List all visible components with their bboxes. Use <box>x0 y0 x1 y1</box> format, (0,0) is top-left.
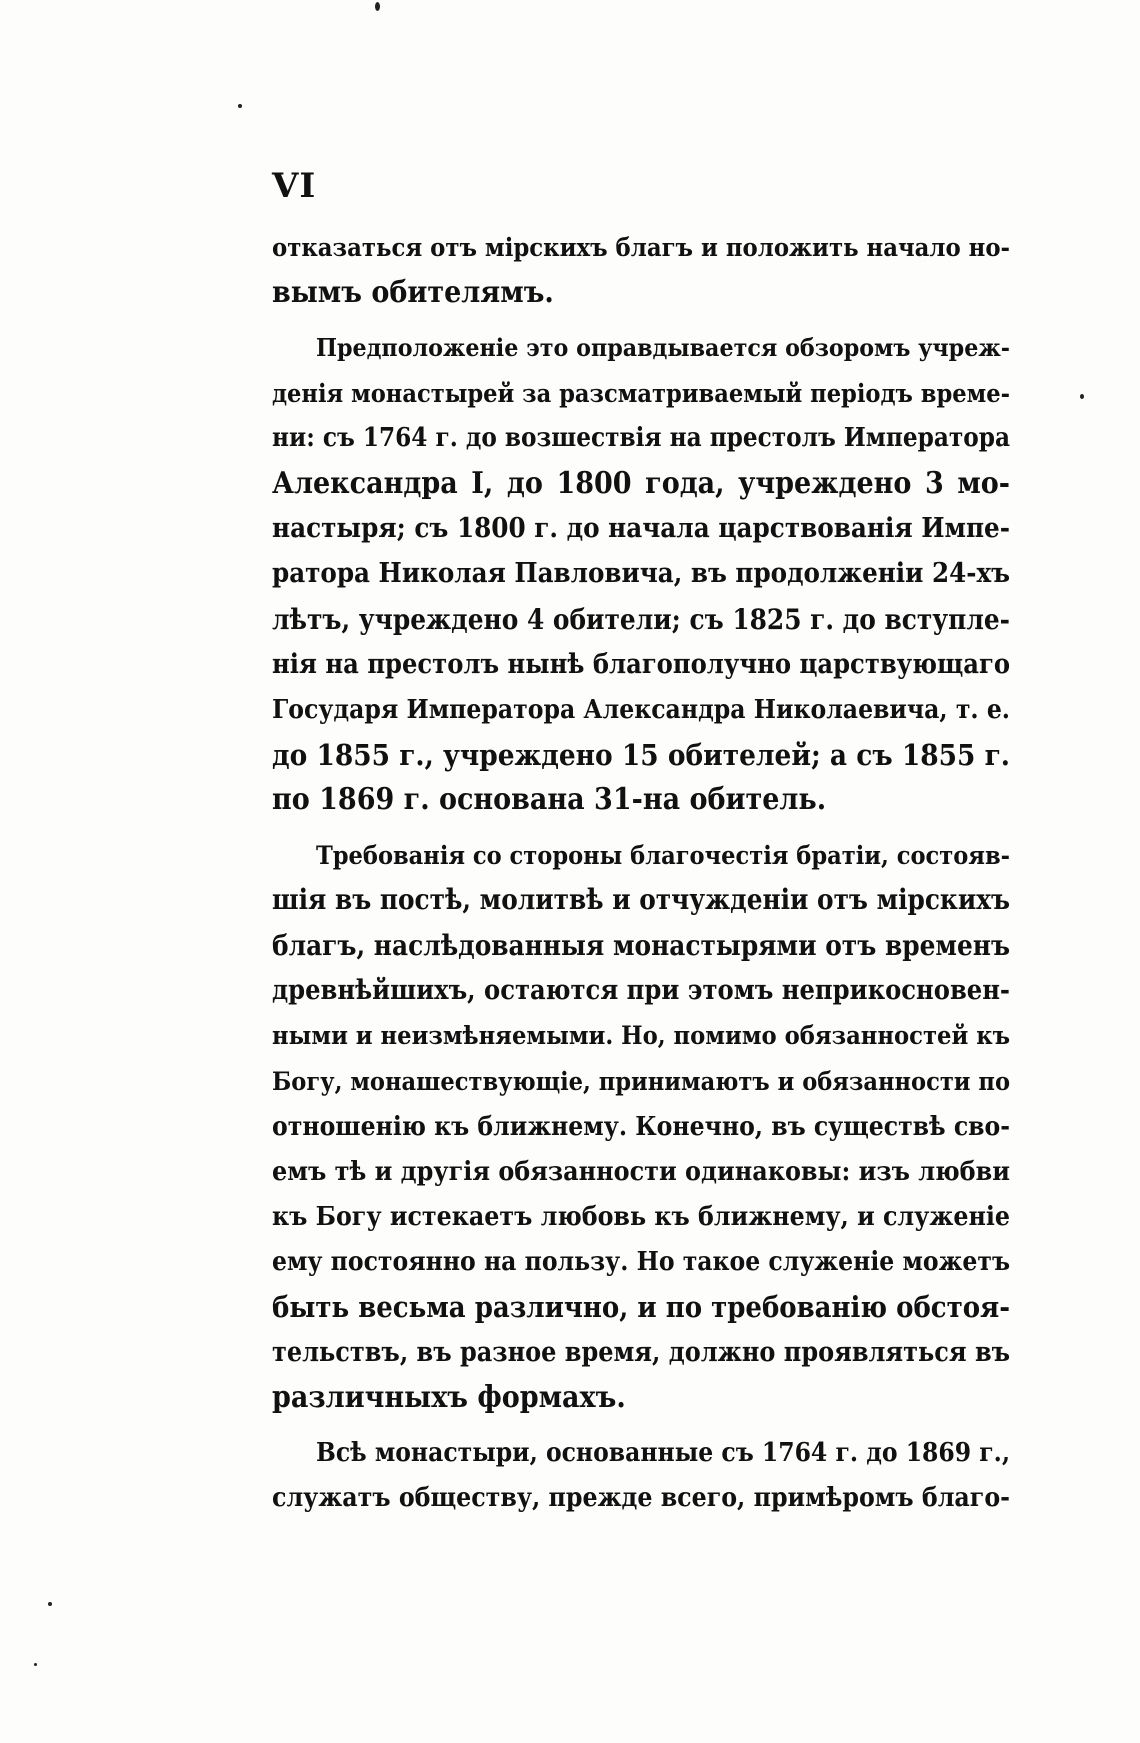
text-line: ни: съ 1764 г. до возшествія на престолъ Императора <box>272 422 1010 453</box>
text-line: Государя Императора Александра Николаевича, т. е. <box>272 694 1010 726</box>
text-line: Предположеніе это оправдывается обзоромъ учреж- <box>316 333 1010 363</box>
text-line: Требованія со стороны благочестія братіи, состояв- <box>316 839 1010 870</box>
text-line: быть весьма различно, и по требованію обстоя- <box>272 1289 1010 1324</box>
ink-speck <box>48 1602 52 1606</box>
paragraph-4 <box>272 1430 1010 1520</box>
text-line: ными и неизмѣняемыми. Но, помимо обязанностей къ <box>272 1020 1010 1051</box>
text-line: шія въ постѣ, молитвѣ и отчужденіи отъ мірскихъ <box>272 883 1010 916</box>
text-line: Богу, монашествующіе, принимаютъ и обязанности по <box>272 1065 1010 1096</box>
ink-speck <box>238 104 242 108</box>
text-line: къ Богу истекаетъ любовь къ ближнему, и служеніе <box>272 1201 1010 1233</box>
text-line: благъ, наслѣдованныя монастырями отъ временъ <box>272 929 1010 963</box>
text-line: тельствъ, въ разное время, должно проявляться въ <box>272 1336 1010 1368</box>
text-line: денія монастырей за разсматриваемый періодъ време- <box>272 377 1010 408</box>
text-line: Александра I, до 1800 года, учреждено 3 мо- <box>272 466 1010 502</box>
text-line: отказаться отъ мірскихъ благъ и положить начало но- <box>272 232 1010 262</box>
ink-speck <box>1080 394 1084 399</box>
text-line: по 1869 г. основана 31-на обитель. <box>272 782 827 818</box>
text-line: настыря; съ 1800 г. до начала царствованія Импе- <box>272 512 1010 545</box>
paragraph-1 <box>272 225 1010 315</box>
paragraph-3 <box>272 833 1010 1421</box>
ink-speck <box>34 1663 37 1666</box>
text-line: нія на престолъ нынѣ благополучно царствующаго <box>272 648 1010 680</box>
text-line: отношенію къ ближнему. Конечно, въ существѣ сво- <box>272 1110 1010 1142</box>
text-line: вымъ обителямъ. <box>272 275 554 311</box>
text-line: ратора Николая Павловича, въ продолженіи 24-хъ <box>272 557 1010 590</box>
ink-speck <box>375 2 380 11</box>
paragraph-2 <box>272 325 1010 822</box>
page-number: VI <box>272 166 317 206</box>
text-line: служатъ обществу, прежде всего, примѣромъ благо- <box>272 1482 1010 1514</box>
text-line: ему постоянно на пользу. Но такое служеніе можетъ <box>272 1246 1010 1278</box>
body-text <box>272 225 1010 1521</box>
text-line: емъ тѣ и другія обязанности одинаковы: изъ любви <box>272 1156 1010 1188</box>
text-line: Всѣ монастыри, основанные съ 1764 г. до 1869 г., <box>316 1437 1010 1469</box>
text-line: различныхъ формахъ. <box>272 1380 626 1416</box>
text-line: до 1855 г., учреждено 15 обителей; а съ 1855 г. <box>272 737 1010 773</box>
text-line: лѣтъ, учреждено 4 обители; съ 1825 г. до вступле- <box>272 602 1010 636</box>
text-line: древнѣйшихъ, остаются при этомъ неприкосновен- <box>272 975 1010 1007</box>
